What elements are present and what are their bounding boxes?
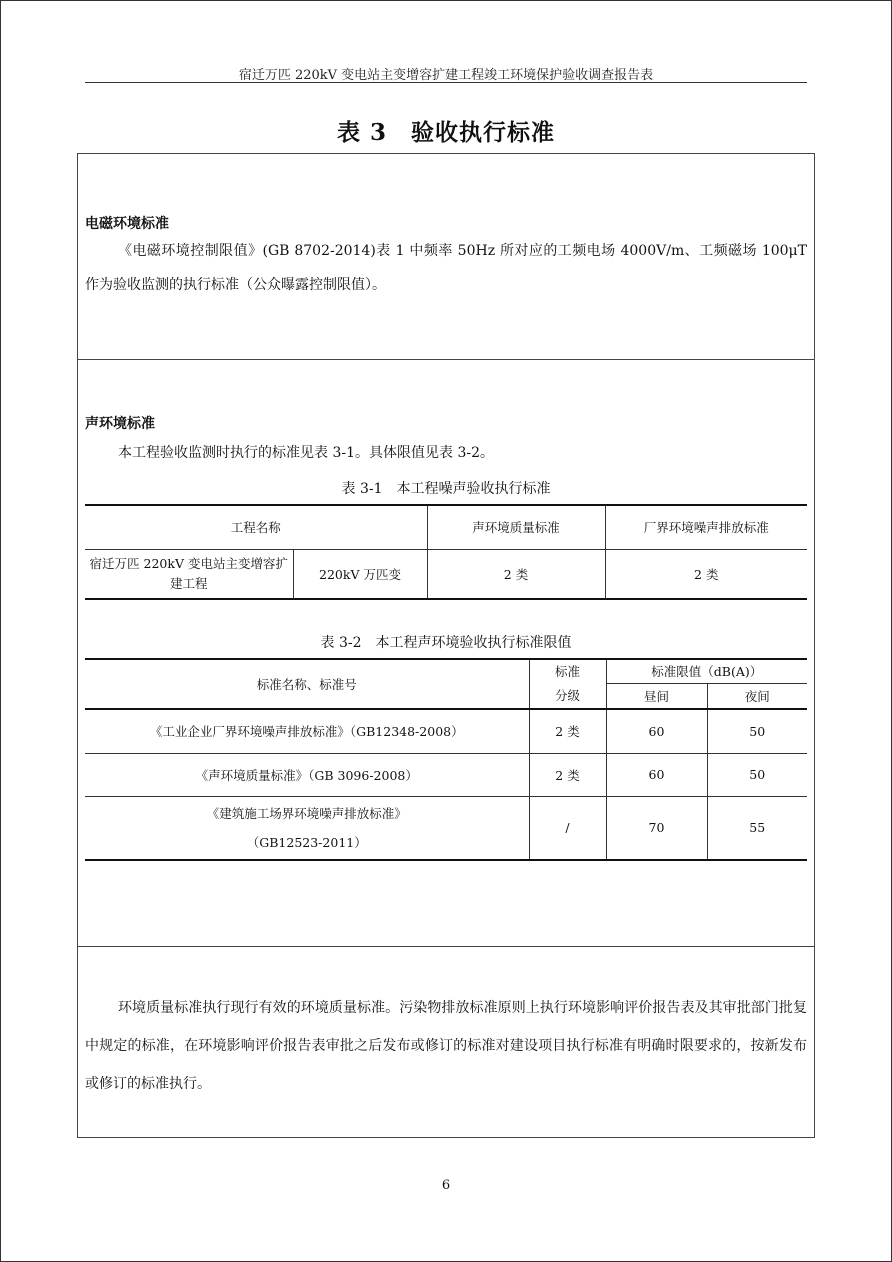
cell-day: 60 <box>606 753 707 796</box>
cell-standard-name <box>85 796 529 860</box>
table-row <box>85 753 807 796</box>
header-boundary-standard: 厂界环境噪声排放标准 <box>605 505 807 549</box>
cell-night: 55 <box>707 796 807 860</box>
running-header: 宿迁万匹 220kV 变电站主变增容扩建工程竣工环境保护验收调查报告表 <box>238 68 654 83</box>
header-day: 昼间 <box>606 683 707 709</box>
cell-project: 宿迁万匹 220kV 变电站主变增容扩建工程 <box>85 549 293 599</box>
cell-day: 60 <box>606 709 707 753</box>
table-row <box>85 549 807 599</box>
table-row <box>85 796 807 860</box>
header-rule <box>85 82 807 83</box>
header-standard-name: 标准名称、标准号 <box>85 659 529 709</box>
cell-night: 50 <box>707 709 807 753</box>
section-divider-2 <box>77 946 815 947</box>
header-night: 夜间 <box>707 683 807 709</box>
cell-standard-name-line2: （GB12523-2011） <box>246 834 367 850</box>
noise-standard-heading: 声环境标准 <box>85 416 155 432</box>
section-divider-1 <box>77 359 815 360</box>
header-project-name: 工程名称 <box>85 505 427 549</box>
header-grade <box>529 659 606 709</box>
table-row <box>85 709 807 753</box>
header-limit: 标准限值（dB(A)） <box>606 659 807 683</box>
header-grade-line1: 标准 <box>554 664 580 679</box>
cell-grade: / <box>529 796 606 860</box>
cell-day: 70 <box>606 796 707 860</box>
cell-quality-class: 2 类 <box>427 549 605 599</box>
cell-grade: 2 类 <box>529 709 606 753</box>
table-3-1-caption: 表 3-1 本工程噪声验收执行标准 <box>341 481 551 497</box>
em-standard-heading: 电磁环境标准 <box>85 216 169 232</box>
noise-standard-intro: 本工程验收监测时执行的标准见表 3-1。具体限值见表 3-2。 <box>118 445 494 461</box>
header-grade-line2: 分级 <box>554 688 580 703</box>
general-standard-text: 环境质量标准执行现行有效的环境质量标准。污染物排放标准原则上执行环境影响评价报告表及其审批部门批复中规定的标准，在环境影响评价报告表审批之后发布或修订的标准对建设项目执行标准有明确时限要求的，按新发布或修订的标准执行。 <box>85 1000 807 1092</box>
cell-standard-name: 《声环境质量标准》（GB 3096-2008） <box>85 753 529 796</box>
table-3-1 <box>85 504 807 600</box>
table-3-2 <box>85 658 807 861</box>
header-quality-standard: 声环境质量标准 <box>427 505 605 549</box>
table-header-row <box>85 659 807 683</box>
cell-standard-name-line1: 《建筑施工场界环境噪声排放标准》 <box>206 805 407 821</box>
page-number: 6 <box>441 1178 451 1193</box>
cell-grade: 2 类 <box>529 753 606 796</box>
cell-substation: 220kV 万匹变 <box>293 549 427 599</box>
cell-night: 50 <box>707 753 807 796</box>
table-header-row <box>85 505 807 549</box>
table-3-2-caption: 表 3-2 本工程声环境验收执行标准限值 <box>320 635 572 651</box>
em-standard-text: 《电磁环境控制限值》(GB 8702-2014)表 1 中频率 50Hz 所对应的工频电场 4000V/m、工频磁场 100μT 作为验收监测的执行标准（公众曝露控制限值）。 <box>85 243 807 293</box>
page-title: 表 3 验收执行标准 <box>336 119 555 146</box>
cell-standard-name: 《工业企业厂界环境噪声排放标准》（GB12348-2008） <box>85 709 529 753</box>
cell-boundary-class: 2 类 <box>605 549 807 599</box>
